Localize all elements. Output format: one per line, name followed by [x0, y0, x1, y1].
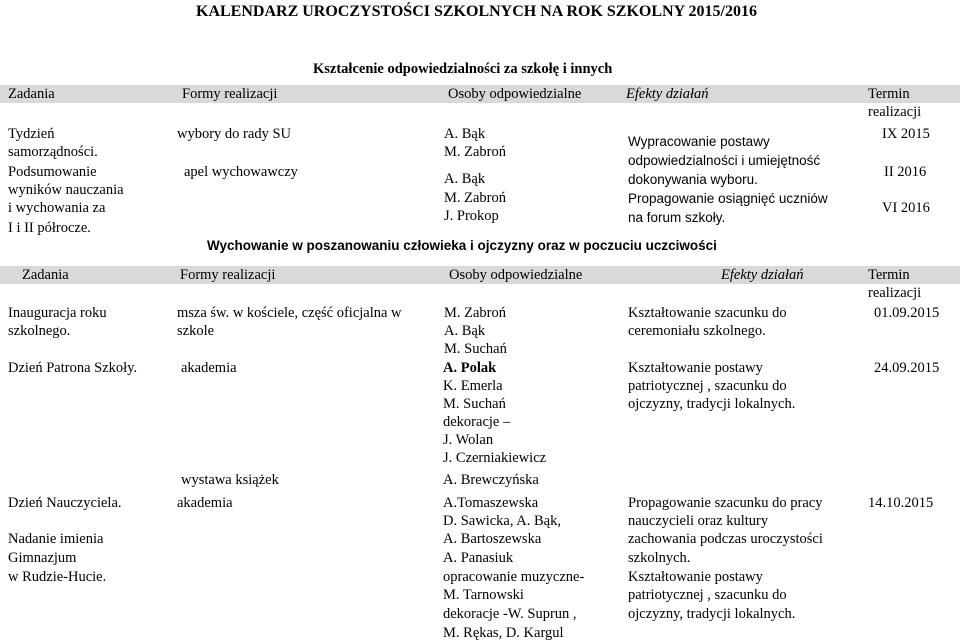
s2-r3-task-line: Nadanie imienia [8, 531, 104, 547]
s2-r1-term: 01.09.2015 [874, 305, 940, 321]
s2-r3-effects-line: zachowania podczas uroczystości [628, 531, 823, 547]
s2-col-tasks: Zadania [22, 267, 69, 283]
s2-r2-term: 24.09.2015 [874, 360, 940, 376]
section2-heading: Wychowanie w poszanowaniu człowieka i ojczyzny oraz w poczuciu uczciwości [207, 238, 717, 253]
s2-r3-person: D. Sawicka, A. Bąk, [443, 513, 561, 529]
s1-col-tasks: Zadania [8, 86, 55, 102]
s1-effects-line: odpowiedzialności i umiejętność [628, 153, 821, 168]
s2-r2-person: K. Emerla [443, 378, 503, 394]
s2-r3-task-line: Dzień Nauczyciela. [8, 495, 122, 511]
s2-r2-task: Dzień Patrona Szkoły. [8, 360, 138, 376]
s1-r2-term: II 2016 [884, 164, 927, 180]
s2-r3-person: A.Tomaszewska [443, 495, 539, 511]
s2-r2-form2: wystawa książek [181, 472, 279, 488]
s2-r3-task-line: Gimnazjum [8, 550, 77, 566]
s2-r3-term: 14.10.2015 [868, 495, 934, 511]
s2-r2-person: J. Wolan [443, 432, 494, 448]
s2-r2-person: J. Czerniakiewicz [443, 450, 547, 466]
s2-r1-person: A. Bąk [444, 323, 486, 339]
s2-r1-person: M. Zabroń [444, 305, 507, 321]
s1-r2-person: A. Bąk [444, 171, 486, 187]
s1-r1-task-line: Tydzień [8, 126, 55, 142]
s2-r2-person2: A. Brewczyńska [443, 472, 539, 488]
s1-col-term-2: realizacji [868, 104, 922, 120]
s1-r2-term: VI 2016 [882, 200, 930, 216]
s2-r3-person: A. Panasiuk [443, 550, 514, 566]
s2-r2-effects-line: Kształtowanie postawy [628, 360, 763, 376]
s2-r3-task-line: w Rudzie-Hucie. [8, 569, 107, 585]
s2-r3-effects-line: patriotycznej , szacunku do [628, 587, 787, 603]
s2-r1-form-line: msza św. w kościele, część oficjalna w [177, 305, 402, 321]
s2-r3-form: akademia [177, 495, 233, 511]
s2-col-term: Termin [868, 267, 910, 283]
s1-r1-form: wybory do rady SU [177, 126, 291, 142]
s1-r2-task-line: wyników nauczania [8, 182, 124, 198]
s1-col-term: Termin [868, 86, 910, 102]
s2-r3-person: M. Rękas, D. Kargul [443, 625, 564, 641]
s1-r2-task-line: i wychowania za [8, 200, 106, 216]
s2-r1-task-line: szkolnego. [8, 323, 71, 339]
s1-effects-line: dokonywania wyboru. [628, 172, 758, 187]
s1-r2-person: M. Zabroń [444, 190, 507, 206]
s2-r1-effects-line: ceremoniału szkolnego. [628, 323, 766, 339]
s2-r3-person: M. Tarnowski [443, 587, 524, 603]
s1-r1-person: A. Bąk [444, 126, 486, 142]
s1-r1-term: IX 2015 [882, 126, 930, 142]
s1-col-forms: Formy realizacji [182, 86, 278, 102]
s1-effects-line: na forum szkoły. [628, 210, 726, 225]
s2-col-effects: Efekty działań [721, 267, 804, 283]
s1-col-persons: Osoby odpowiedzialne [448, 86, 582, 102]
section1-heading: Kształcenie odpowiedzialności za szkołę i innych [313, 61, 613, 77]
s2-r3-effects-line: nauczycieli oraz kultury [628, 513, 769, 529]
s2-r3-person: dekoracje -W. Suprun , [443, 606, 577, 622]
s1-r2-person: J. Prokop [444, 208, 499, 224]
s2-r2-person-lead: A. Polak [443, 360, 497, 376]
s2-col-term-2: realizacji [868, 285, 922, 301]
s1-r2-form: apel wychowawczy [184, 164, 298, 180]
s2-r3-effects-line: szkolnych. [628, 550, 691, 566]
s2-r3-effects-line: Kształtowanie postawy [628, 569, 763, 585]
s1-r1-task-line: samorządności. [8, 144, 98, 160]
s2-r2-effects-line: ojczyzny, tradycji lokalnych. [628, 396, 796, 412]
s2-r3-person: opracowanie muzyczne- [443, 569, 585, 585]
s2-r3-effects-line: Propagowanie szacunku do pracy [628, 495, 823, 511]
s2-col-forms: Formy realizacji [180, 267, 276, 283]
s2-r1-effects-line: Kształtowanie szacunku do [628, 305, 787, 321]
s2-r2-effects-line: patriotycznej , szacunku do [628, 378, 787, 394]
s2-r2-person: M. Suchań [443, 396, 506, 412]
s2-r1-task-line: Inauguracja roku [8, 305, 107, 321]
s1-r2-task-line: I i II półrocze. [8, 220, 91, 236]
s2-r3-person: A. Bartoszewska [443, 531, 542, 547]
s2-r2-form: akademia [181, 360, 237, 376]
s1-effects-line: Propagowanie osiągnięć uczniów [628, 191, 828, 206]
s1-col-effects: Efekty działań [626, 86, 709, 102]
s2-r2-person: dekoracje – [443, 414, 511, 430]
page-title: KALENDARZ UROCZYSTOŚCI SZKOLNYCH NA ROK SZKOLNY 2015/2016 [196, 3, 757, 20]
s2-r1-person: M. Suchań [444, 341, 507, 357]
s2-r1-form-line: szkole [177, 323, 215, 339]
s2-col-persons: Osoby odpowiedzialne [449, 267, 583, 283]
s1-r2-task-line: Podsumowanie [8, 164, 97, 180]
s1-r1-person: M. Zabroń [444, 144, 507, 160]
s1-effects-line: Wypracowanie postawy [628, 134, 770, 149]
s2-r3-effects-line: ojczyzny, tradycji lokalnych. [628, 606, 796, 622]
